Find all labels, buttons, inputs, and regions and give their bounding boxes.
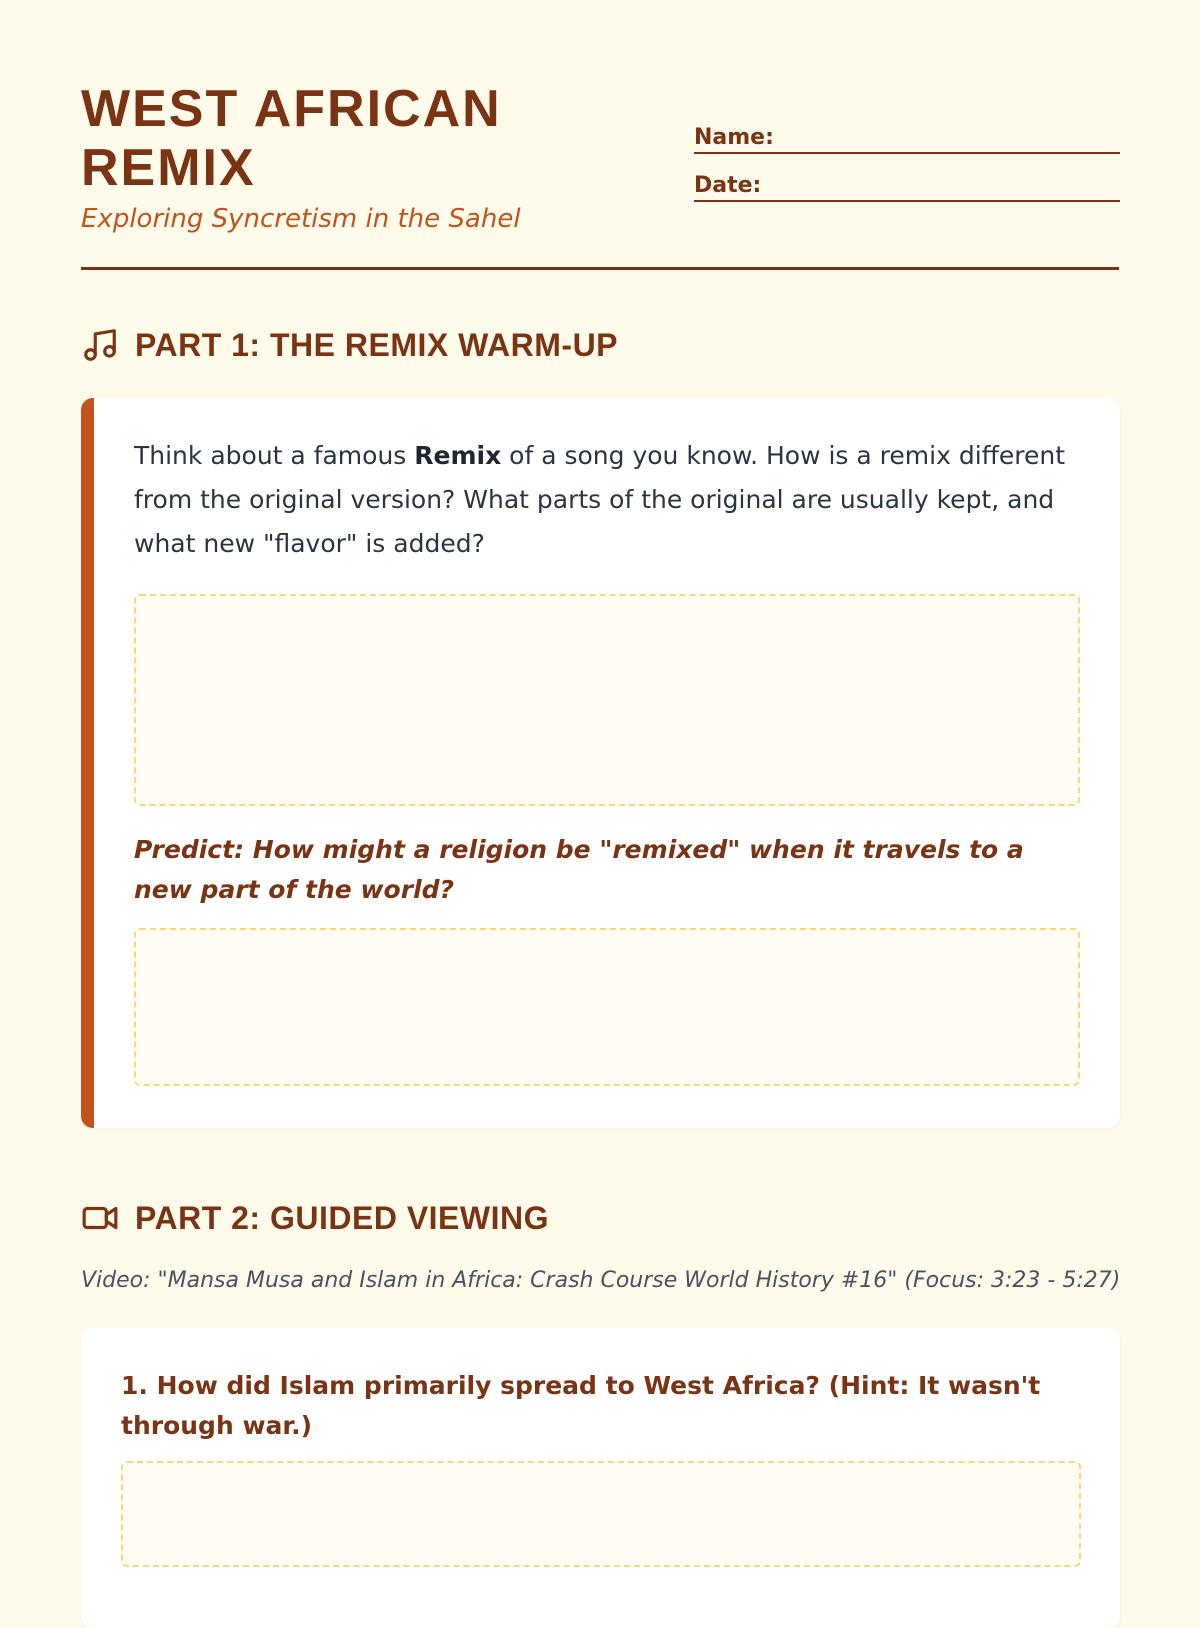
part1-heading [81,326,618,364]
predict-answer-box[interactable] [134,928,1080,1086]
date-label: Date: [694,173,762,198]
date-field[interactable] [694,170,1120,202]
question1-card [81,1328,1120,1628]
prompt-text-end: of a song you know. How is a remix different from the original version? What parts of the original are usually kept, and what new "flavor" is added? [134,441,1066,558]
worksheet-header [81,0,1119,270]
warmup-card [81,398,1120,1128]
page-subtitle: Exploring Syncretism in the Sahel [81,204,521,234]
music-note-icon [81,326,119,364]
video-camera-icon [81,1199,119,1237]
predict-prompt: Predict: How might a religion be "remixed" when it travels to a new part of the world? [134,835,1024,904]
student-info-fields [694,122,1120,202]
prompt-keyword: Remix [414,441,502,470]
warmup-answer-box[interactable] [134,594,1080,806]
question1-answer-box[interactable] [121,1461,1081,1567]
question1-text: 1. How did Islam primarily spread to West Africa? (Hint: It wasn't through war.) [121,1371,1041,1440]
page-title: WEST AFRICAN REMIX [81,80,502,197]
prompt-text-start: Think about a famous [134,441,415,470]
part2-heading [81,1199,549,1237]
video-note: Video: "Mansa Musa and Islam in Africa: Crash Course World History #16" (Focus: 3:23 - 5:27) [81,1268,1121,1293]
name-field[interactable] [694,122,1120,154]
part1-heading-text: PART 1: THE REMIX WARM-UP [135,326,619,363]
warmup-prompt [134,434,1074,566]
name-label: Name: [694,125,774,150]
part2-heading-text: PART 2: GUIDED VIEWING [135,1199,549,1236]
